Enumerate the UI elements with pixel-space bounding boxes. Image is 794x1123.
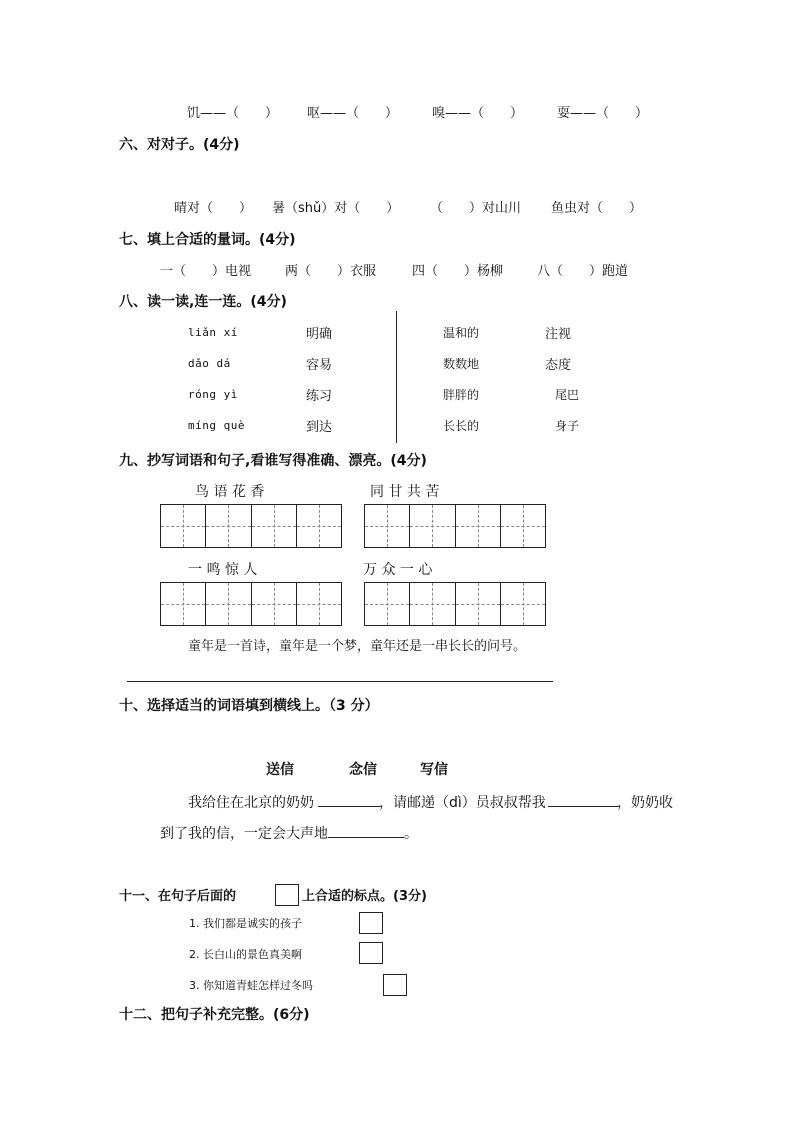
punct-item: 2. 长白山的景色真美啊 (189, 948, 302, 961)
top-item: 呕——（ ） (307, 106, 399, 121)
word-item: 明确 (306, 327, 333, 342)
top-item: 耍——（ ） (557, 106, 649, 121)
s6-item: 暑（shǔ）对（ ） (272, 201, 400, 216)
section-11-heading: 十一、在句子后面的 (119, 889, 237, 904)
fill-blank[interactable] (328, 837, 404, 838)
section-6-heading: 六、对对子。(4分) (119, 137, 240, 153)
s6-item: 鱼虫对（ ） (551, 201, 643, 216)
fill-blank[interactable] (318, 806, 380, 807)
noun-item: 态度 (545, 358, 572, 373)
writing-grid[interactable] (364, 504, 546, 548)
noun-item: 身子 (555, 419, 580, 433)
top-item: 饥——（ ） (187, 106, 279, 121)
word-option: 写信 (420, 762, 448, 778)
copy-sentence: 童年是一首诗，童年是一个梦，童年还是一串长长的问号。 (188, 639, 527, 654)
s6-item: 晴对（ ） (174, 201, 253, 216)
adjective-item: 温和的 (443, 326, 480, 340)
fill-text: 我给住在北京的奶奶 (188, 795, 314, 811)
punctuation-box[interactable] (359, 942, 383, 964)
word-option: 送信 (266, 762, 294, 778)
fill-text: ，请邮递（dì）员叔叔帮我 (379, 795, 546, 811)
copy-word: 同 甘 共 苦 (370, 484, 440, 500)
fill-text: 。 (404, 826, 418, 842)
section-12-heading: 十二、把句子补充完整。(6分) (119, 1007, 310, 1023)
writing-grid[interactable] (160, 582, 342, 626)
adjective-item: 胖胖的 (443, 388, 480, 402)
noun-item: 尾巴 (555, 388, 580, 402)
fill-text: 到了我的信，一定会大声地 (160, 826, 328, 842)
answer-line[interactable] (127, 681, 553, 682)
section-11-heading: 上合适的标点。(3分) (302, 889, 427, 904)
fill-text: ，奶奶收 (617, 795, 673, 811)
s7-item: 一（ ）电视 (160, 264, 252, 279)
writing-grid[interactable] (160, 504, 342, 548)
s7-item: 八（ ）跑道 (537, 264, 629, 279)
inline-box (275, 884, 299, 906)
s6-item: （ ）对山川 (430, 201, 522, 216)
pinyin-item: míng què (188, 419, 245, 432)
copy-word: 一 鸣 惊 人 (188, 562, 258, 578)
word-option: 念信 (349, 762, 377, 778)
writing-grid[interactable] (364, 582, 546, 626)
top-item: 嗅——（ ） (432, 106, 524, 121)
s7-item: 四（ ）杨柳 (412, 264, 504, 279)
punctuation-box[interactable] (383, 974, 407, 996)
section-10-heading: 十、选择适当的词语填到横线上。（3 分） (119, 698, 379, 714)
pinyin-item: liǎn xí (188, 326, 238, 339)
adjective-item: 数数地 (443, 357, 480, 371)
s7-item: 两（ ）衣服 (285, 264, 377, 279)
section-9-heading: 九、抄写词语和句子,看谁写得准确、漂亮。(4分) (119, 453, 427, 469)
noun-item: 注视 (545, 327, 572, 342)
section-8-heading: 八、读一读,连一连。(4分) (119, 294, 287, 310)
pinyin-item: dǎo dá (188, 357, 231, 370)
copy-word: 鸟 语 花 香 (195, 484, 265, 500)
fill-blank[interactable] (548, 806, 618, 807)
adjective-item: 长长的 (443, 419, 480, 433)
punct-item: 3. 你知道青蛙怎样过冬吗 (189, 979, 313, 992)
punct-item: 1. 我们都是诚实的孩子 (189, 917, 302, 930)
word-item: 到达 (306, 420, 333, 435)
word-item: 容易 (306, 358, 333, 373)
pinyin-item: róng yì (188, 388, 238, 401)
punctuation-box[interactable] (359, 912, 383, 934)
copy-word: 万 众 一 心 (363, 562, 433, 578)
word-item: 练习 (306, 389, 333, 404)
divider (396, 311, 397, 443)
section-7-heading: 七、填上合适的量词。(4分) (119, 232, 296, 248)
